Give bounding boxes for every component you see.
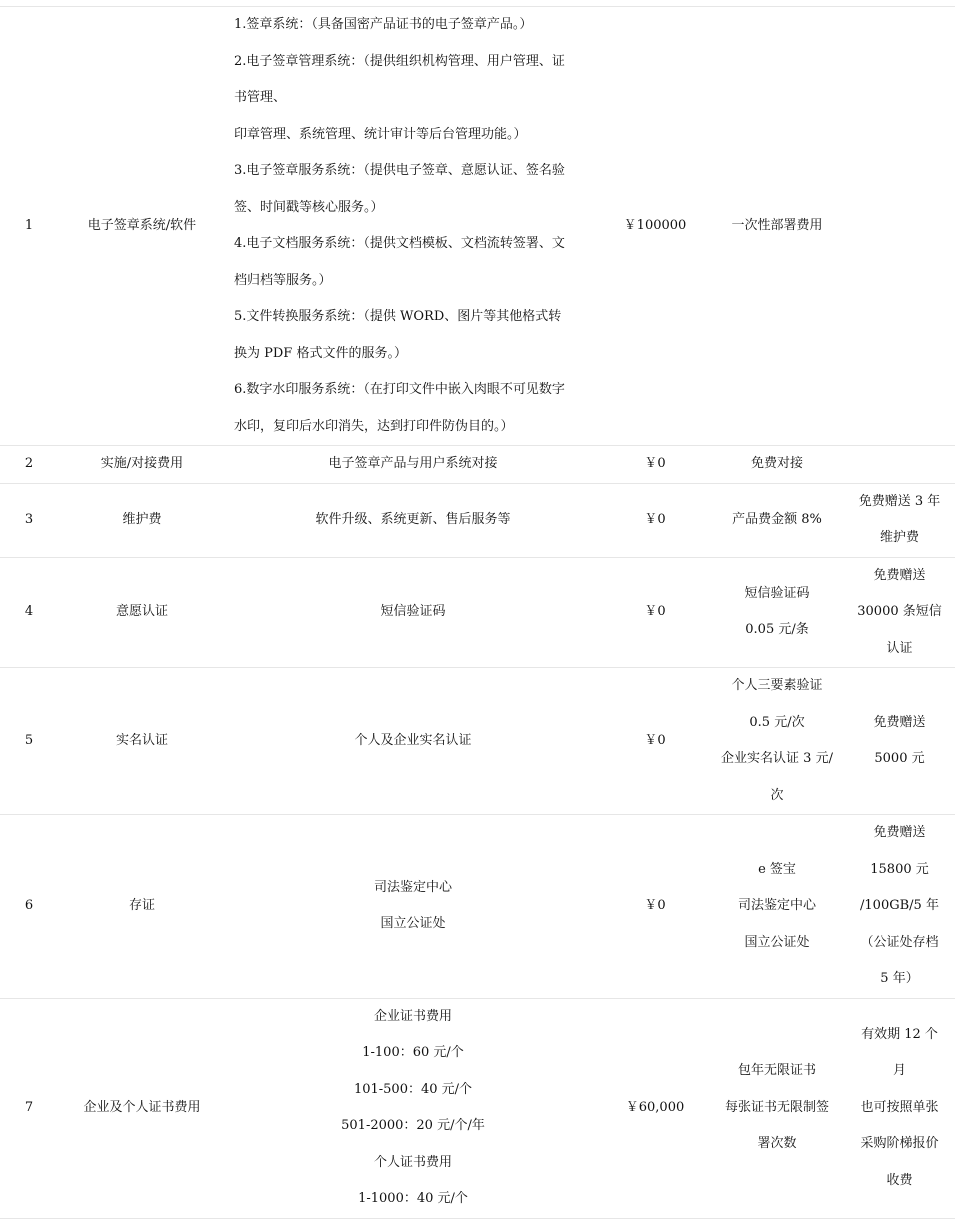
table-row <box>0 557 955 668</box>
table-body <box>0 7 955 1219</box>
item-content <box>226 557 600 668</box>
fee-line: 0.05 元/条 <box>745 622 809 638</box>
note-line: （公证处存档 <box>860 934 939 950</box>
price-table <box>0 6 955 1219</box>
item-fee <box>710 557 844 668</box>
item-content <box>226 815 600 999</box>
fee-line: 署次数 <box>757 1136 797 1152</box>
note-line: 30000 条短信 <box>857 604 942 619</box>
note-line: 收费 <box>886 1172 913 1188</box>
content-line: 2.电子签章管理系统：（提供组织机构管理、用户管理、证 <box>234 53 565 69</box>
table-row <box>0 483 955 557</box>
fee-line: e 签宝 <box>758 861 796 877</box>
content-line: 签、时间戳等核心服务。） <box>234 199 384 215</box>
item-fee <box>710 483 844 557</box>
table-row <box>0 446 955 484</box>
content-line: 3.电子签章服务系统：（提供电子签章、意愿认证、签名验 <box>234 163 565 178</box>
row-number: 4 <box>0 557 58 668</box>
item-fee <box>710 668 844 815</box>
item-content <box>226 7 600 446</box>
content-line: 1-1000：40 元/个 <box>358 1191 468 1206</box>
item-price: ￥100000 <box>600 7 710 446</box>
note-line: 认证 <box>886 640 913 656</box>
fee-line: 产品费金额 8% <box>732 511 822 527</box>
content-line: 软件升级、系统更新、售后服务等 <box>315 511 511 527</box>
content-line: 水印，复印后水印消失，达到打印件防伪目的。） <box>234 418 514 434</box>
note-line: 有效期 12 个 <box>861 1026 938 1042</box>
item-name: 存证 <box>58 815 226 999</box>
item-note <box>844 483 955 557</box>
table-row <box>0 815 955 999</box>
note-line: 免费赠送 <box>873 567 926 583</box>
content-line: 司法鉴定中心 <box>373 879 452 895</box>
item-name: 维护费 <box>58 483 226 557</box>
fee-line: 免费对接 <box>750 456 803 471</box>
item-price: ￥0 <box>600 483 710 557</box>
row-number: 6 <box>0 815 58 999</box>
content-line: 国立公证处 <box>380 916 446 932</box>
note-line: 维护费 <box>879 530 919 545</box>
note-line: 5000 元 <box>874 751 925 766</box>
table-row <box>0 7 955 446</box>
content-line: 1-100：60 元/个 <box>362 1045 464 1060</box>
item-fee <box>710 998 844 1218</box>
content-line: 个人证书费用 <box>373 1154 452 1170</box>
content-line: 换为 PDF 格式文件的服务。） <box>234 345 407 361</box>
item-content <box>226 446 600 484</box>
content-line: 5.文件转换服务系统：（提供 WORD、图片等其他格式转 <box>234 309 562 324</box>
fee-line: 国立公证处 <box>744 934 810 950</box>
fee-line: 短信验证码 <box>744 585 810 601</box>
note-line: 免费赠送 <box>873 714 926 730</box>
note-line: 采购阶梯报价 <box>860 1136 939 1152</box>
item-price: ￥0 <box>600 815 710 999</box>
content-line: 企业证书费用 <box>373 1008 452 1024</box>
content-line: 101-500：40 元/个 <box>353 1081 473 1097</box>
note-line: 月 <box>892 1063 906 1079</box>
item-name: 实名认证 <box>58 668 226 815</box>
content-line: 1.签章系统：（具备国密产品证书的电子签章产品。） <box>234 17 533 32</box>
content-line: 短信验证码 <box>380 604 446 619</box>
item-note <box>844 7 955 446</box>
item-price: ￥0 <box>600 557 710 668</box>
item-note <box>844 446 955 484</box>
note-line: /100GB/5 年 <box>860 898 939 913</box>
item-fee <box>710 7 844 446</box>
content-line: 个人及企业实名认证 <box>354 732 472 748</box>
fee-line: 个人三要素验证 <box>731 678 823 693</box>
content-line: 印章管理、系统管理、统计审计等后台管理功能。） <box>234 126 527 142</box>
content-line: 501-2000：20 元/个/年 <box>341 1118 485 1133</box>
fee-line: 一次性部署费用 <box>731 217 823 233</box>
content-line: 档归档等服务。） <box>234 272 332 288</box>
item-price: ￥0 <box>600 446 710 484</box>
fee-line: 0.5 元/次 <box>749 714 805 730</box>
fee-line: 司法鉴定中心 <box>737 898 816 913</box>
row-number: 1 <box>0 7 58 446</box>
row-number: 2 <box>0 446 58 484</box>
item-fee <box>710 446 844 484</box>
note-line: 5 年） <box>880 971 919 986</box>
content-line: 电子签章产品与用户系统对接 <box>328 456 498 471</box>
item-name: 实施/对接费用 <box>58 446 226 484</box>
item-name: 企业及个人证书费用 <box>58 998 226 1218</box>
note-line: 免费赠送 <box>873 825 926 840</box>
row-number: 3 <box>0 483 58 557</box>
fee-line: 包年无限证书 <box>737 1063 816 1079</box>
content-line: 6.数字水印服务系统：（在打印文件中嵌入肉眼不可见数字 <box>234 382 565 397</box>
table-row <box>0 668 955 815</box>
table-row <box>0 998 955 1218</box>
item-name: 意愿认证 <box>58 557 226 668</box>
item-price: ￥60,000 <box>600 998 710 1218</box>
content-line: 4.电子文档服务系统：（提供文档模板、文档流转签署、文 <box>234 236 565 251</box>
note-line: 也可按照单张 <box>860 1099 939 1115</box>
item-content <box>226 998 600 1218</box>
note-line: 免费赠送 3 年 <box>858 493 941 509</box>
fee-line: 企业实名认证 3 元/ <box>721 751 833 766</box>
item-content <box>226 483 600 557</box>
row-number: 5 <box>0 668 58 815</box>
fee-line: 每张证书无限制签 <box>724 1099 829 1115</box>
fee-line: 次 <box>770 787 784 803</box>
row-number: 7 <box>0 998 58 1218</box>
item-content <box>226 668 600 815</box>
note-line: 15800 元 <box>870 861 929 877</box>
item-note <box>844 998 955 1218</box>
item-fee <box>710 815 844 999</box>
content-line: 书管理、 <box>234 90 287 105</box>
item-note <box>844 668 955 815</box>
item-price: ￥0 <box>600 668 710 815</box>
item-note <box>844 815 955 999</box>
item-name: 电子签章系统/软件 <box>58 7 226 446</box>
item-note <box>844 557 955 668</box>
